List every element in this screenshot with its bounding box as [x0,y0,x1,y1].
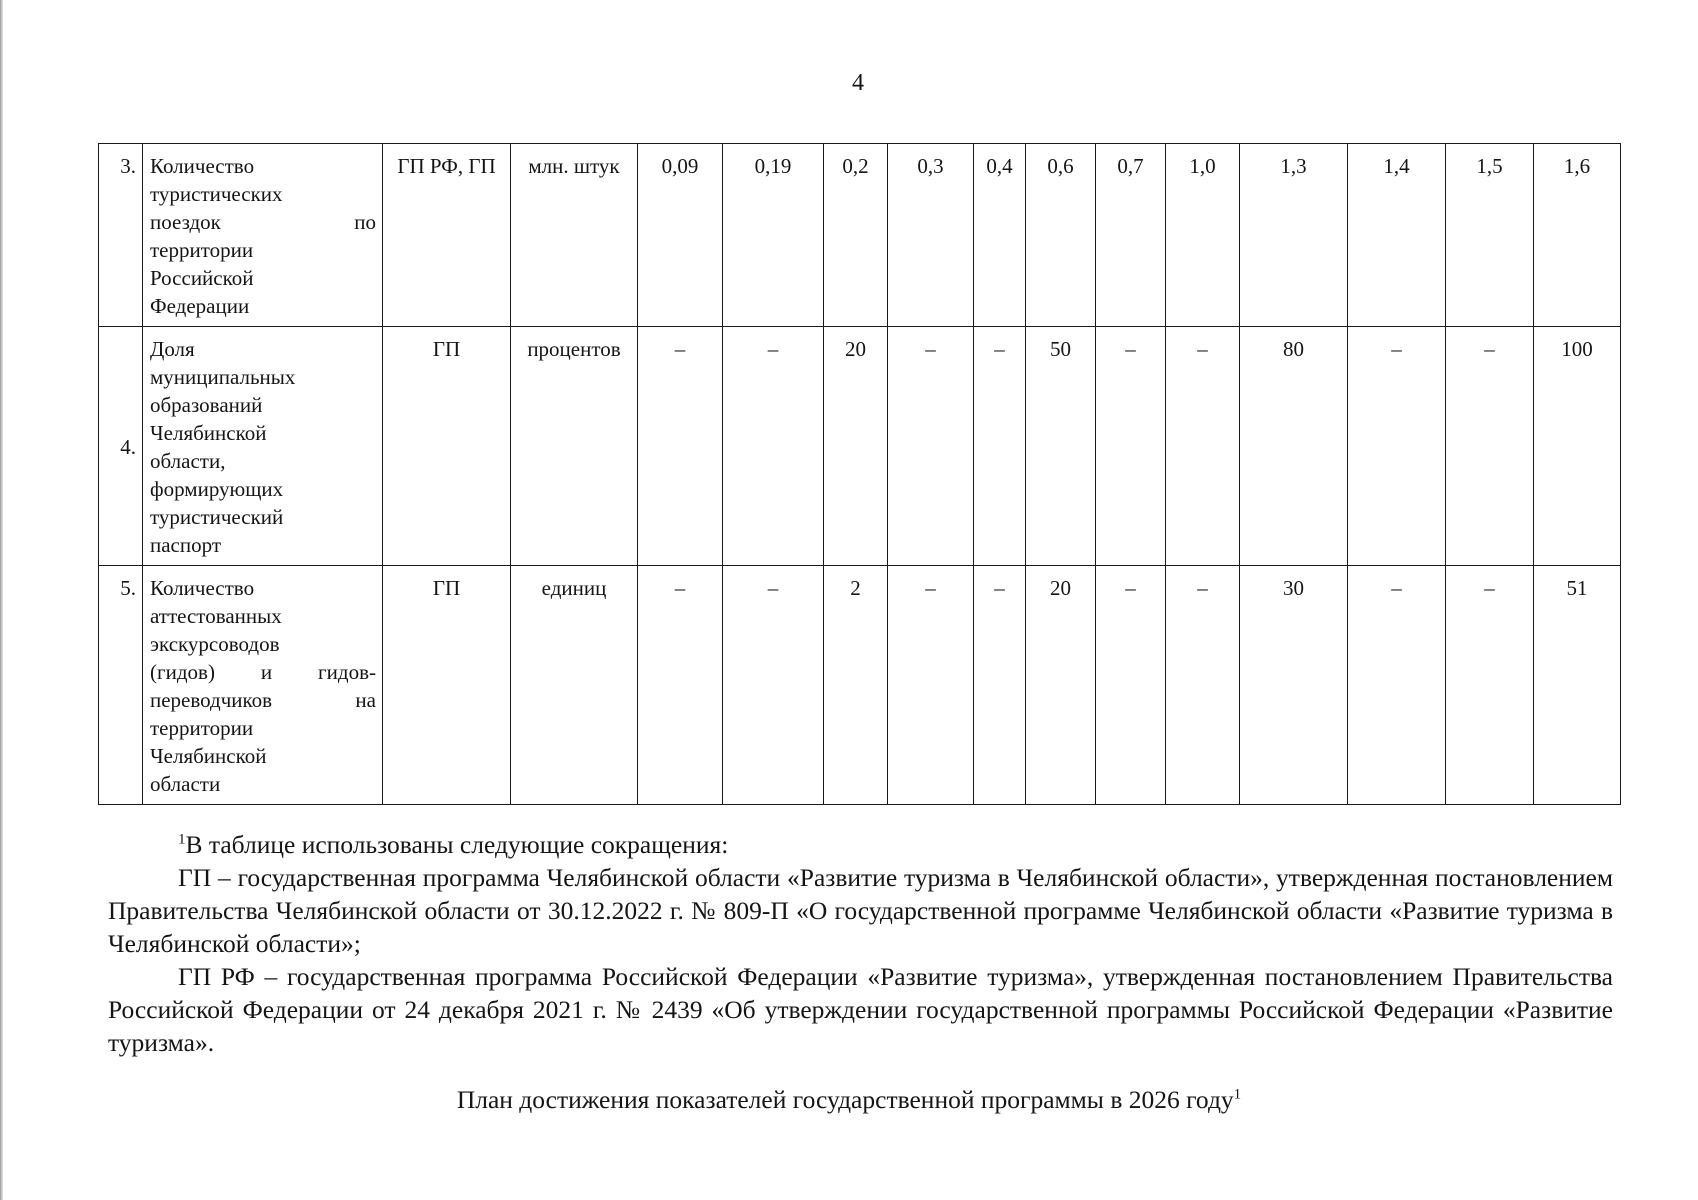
value-cell: 0,19 [723,144,824,327]
plan-title-footnote-marker: 1 [1233,1086,1242,1103]
name-line: переводчиков на [150,688,376,712]
footnote-intro [108,828,1613,861]
value-cell: – [1348,566,1446,805]
value-cell: 1,4 [1348,144,1446,327]
value-cell: – [1096,566,1166,805]
value-cell: 1,5 [1446,144,1534,327]
footnote-marker: 1 [178,831,186,848]
indicator-name [143,566,383,805]
name-line: Федерации [150,294,250,318]
name-line: области [150,772,221,796]
value-cell: 80 [1240,327,1348,566]
name-line: туристических [150,182,283,206]
footnote-gp-rf: ГП РФ – государственная программа Российской Федерации «Развитие туризма», утвержденная постановлением Правительства Российской Федерации от 24 декабря 2021 г. № 2439 «Об утверждении государственной программы Российской Федерации «Развитие туризма». [108,962,1613,1057]
unit-cell: процентов [511,327,638,566]
scan-edge [0,0,3,1200]
value-cell: – [974,566,1026,805]
value-cell: – [638,327,723,566]
indicators-table [98,143,1621,805]
name-line: аттестованных [150,604,282,628]
value-cell: – [1096,327,1166,566]
value-cell: – [723,327,824,566]
page-number: 4 [852,70,864,96]
name-line: территории [150,716,254,740]
source-cell: ГП РФ, ГП [383,144,511,327]
unit-cell: млн. штук [511,144,638,327]
value-cell: – [638,566,723,805]
name-line: поездок по [150,210,376,234]
value-cell: 100 [1534,327,1621,566]
value-cell: 20 [824,327,888,566]
footnotes [108,828,1613,1059]
plan-title [0,1085,1698,1115]
name-line: туристический [150,505,284,529]
name-line: Челябинской [150,744,267,768]
unit-cell: единиц [511,566,638,805]
value-cell: – [1446,327,1534,566]
name-line: Количество [150,154,255,178]
value-cell: 0,7 [1096,144,1166,327]
value-cell: 0,4 [974,144,1026,327]
table-row [99,144,1621,327]
name-line: муниципальных [150,365,296,389]
name-line: области, [150,449,226,473]
value-cell: 50 [1026,327,1096,566]
row-number: 3. [99,144,143,327]
row-number: 5. [99,566,143,805]
value-cell: 1,3 [1240,144,1348,327]
value-cell: – [1166,327,1240,566]
value-cell: 0,3 [888,144,974,327]
value-cell: 0,6 [1026,144,1096,327]
value-cell: – [723,566,824,805]
value-cell: – [1446,566,1534,805]
name-line: Челябинской [150,421,267,445]
row-number: 4. [99,327,143,566]
value-cell: 1,0 [1166,144,1240,327]
plan-title-text: План достижения показателей государственной программы в 2026 году [456,1085,1234,1114]
footnote-intro-text: В таблице использованы следующие сокращения: [185,830,729,859]
name-line: Российской [150,266,254,290]
value-cell: 0,09 [638,144,723,327]
footnote-gp: ГП – государственная программа Челябинской области «Развитие туризма в Челябинской области», утвержденная постановлением Правительства Челябинской области от 30.12.2022 г. № 809-П «О государственной программе Челябинской области «Развитие туризма в Челябинской области»; [108,863,1613,958]
name-line: (гидов) и гидов- [150,660,376,684]
name-line: Доля [150,337,195,361]
value-cell: 30 [1240,566,1348,805]
value-cell: 20 [1026,566,1096,805]
table-row [99,566,1621,805]
value-cell: – [888,566,974,805]
value-cell: 2 [824,566,888,805]
name-line: формирующих [150,477,284,501]
indicator-name [143,144,383,327]
value-cell: – [888,327,974,566]
value-cell: 1,6 [1534,144,1621,327]
name-line: территории [150,238,254,262]
source-cell: ГП [383,566,511,805]
name-line: экскурсоводов [150,632,280,656]
value-cell: 0,2 [824,144,888,327]
value-cell: 51 [1534,566,1621,805]
value-cell: – [974,327,1026,566]
indicator-name [143,327,383,566]
name-line: Количество [150,576,255,600]
value-cell: – [1166,566,1240,805]
name-line: паспорт [150,533,222,557]
value-cell: – [1348,327,1446,566]
source-cell: ГП [383,327,511,566]
table-row [99,327,1621,566]
name-line: образований [150,393,263,417]
